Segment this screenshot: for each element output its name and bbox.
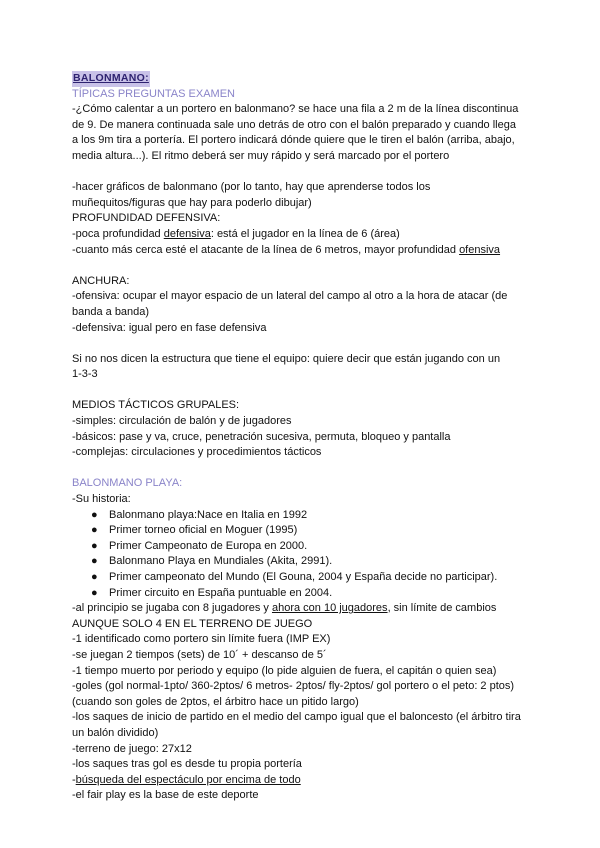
text-segment: -al principio se jugaba con 8 jugadores y [72, 602, 272, 615]
anchura-line-3: -defensiva: igual pero en fase defensiva [72, 321, 267, 334]
rule-line-3: -se juegan 2 tiempos (sets) de 10´ + descanso de 5´ [72, 648, 327, 661]
anchura-line-2: banda a banda) [72, 305, 150, 318]
medios-line-3: -complejas: circulaciones y procedimientos tácticos [72, 446, 322, 459]
graficos-line-1: -hacer gráficos de balonmano (por lo tanto, hay que aprenderse todos los [72, 181, 431, 194]
playa-heading: BALONMANO PLAYA: [72, 477, 183, 490]
spacer [72, 336, 542, 352]
rule-line-10: -los saques tras gol es desde tu propia portería [72, 758, 302, 771]
intro-line-1: -¿Cómo calentar a un portero en balonmano? se hace una fila a 2 m de la línea discontinua [72, 103, 519, 116]
profundidad-heading: PROFUNDIDAD DEFENSIVA: [72, 212, 221, 225]
list-item [72, 586, 542, 602]
bullet-icon: ● [91, 586, 98, 599]
text-segment: -cuanto más cerca esté el atacante de la línea de 6 metros, mayor profundidad [72, 243, 460, 256]
rule-line-7: -los saques de inicio de partido en el medio del campo igual que el baloncesto (el árbitro tira [72, 711, 521, 724]
historia-label: -Su historia: [72, 493, 131, 506]
list-item-text: Primer circuito en España puntuable en 2004. [109, 586, 333, 599]
anchura-line-1: -ofensiva: ocupar el mayor espacio de un lateral del campo al otro a la hora de atacar (de [72, 290, 508, 303]
text-segment: : está el jugador en la línea de 6 (área) [210, 227, 400, 240]
estructura-line-2: 1-3-3 [72, 368, 98, 381]
bullet-icon: ● [91, 555, 98, 568]
intro-line-3: a los 9m tira a portería. El portero indicará dónde quiere que le tiren el balón (arriba, abajo, [72, 134, 515, 147]
document-title: BALONMANO: [72, 71, 150, 87]
intro-line-2: de 9. De manera continuada sale uno detrás de otro con el balón preparado y cuando llega [72, 118, 516, 131]
rule-line-1: AUNQUE SOLO 4 EN EL TERRENO DE JUEGO [72, 617, 313, 630]
spacer [72, 165, 542, 181]
medios-line-2: -básicos: pase y va, cruce, penetración sucesiva, permuta, bloqueo y pantalla [72, 430, 451, 443]
document-page [72, 71, 542, 804]
spacer [72, 258, 542, 274]
list-item [72, 523, 542, 539]
text-segment: -poca profundidad [72, 227, 164, 240]
graficos-line-2: muñequitos/figuras que hay para poderlo dibujar) [72, 196, 312, 209]
text-segment: - [72, 773, 76, 786]
title-line [72, 71, 542, 87]
rule-line-8: un balón dividido) [72, 726, 159, 739]
list-item-text: Primer Campeonato de Europa en 2000. [109, 539, 308, 552]
bullet-icon: ● [91, 571, 98, 583]
bullet-icon: ● [91, 539, 98, 552]
list-item [72, 570, 542, 586]
list-item-text: Balonmano Playa en Mundiales (Akita, 2991). [109, 555, 333, 568]
espectaculo-line [72, 773, 542, 789]
medios-line-1: -simples: circulación de balón y de jugadores [72, 415, 292, 428]
profundidad-line-1 [72, 227, 542, 243]
anchura-heading: ANCHURA: [72, 274, 130, 287]
bullet-icon: ● [91, 508, 98, 521]
rule-line-5: -goles (gol normal-1pto/ 360-2ptos/ 6 metros- 2ptos/ fly-2ptos/ gol portero o el peto: 2 ptos) [72, 680, 515, 693]
list-item [72, 508, 542, 524]
rule-line-9: -terreno de juego: 27x12 [72, 742, 192, 755]
spacer [72, 383, 542, 399]
underlined-term: ahora con 10 jugadores [271, 602, 388, 615]
underlined-term: búsqueda del espectáculo por encima de todo [75, 773, 301, 786]
subtitle: TÍPICAS PREGUNTAS EXAMEN [72, 87, 235, 100]
underlined-term: defensiva [163, 227, 211, 240]
list-item-text: Primer campeonato del Mundo (El Gouna, 2004 y España decide no participar). [109, 571, 498, 583]
jugadores-line [72, 601, 542, 617]
list-item-text: Balonmano playa:Nace en Italia en 1992 [109, 508, 308, 521]
list-item-text: Primer torneo oficial en Moguer (1995) [109, 524, 298, 537]
bullet-icon: ● [91, 524, 98, 537]
estructura-line-1: Si no nos dicen la estructura que tiene el equipo: quiere decir que están jugando con un [72, 352, 501, 365]
rule-line-4: -1 tiempo muerto por periodo y equipo (lo pide alguien de fuera, el capitán o quien sea) [72, 664, 497, 677]
profundidad-line-2 [72, 243, 542, 259]
rule-line-2: -1 identificado como portero sin límite fuera (IMP EX) [72, 633, 331, 646]
list-item [72, 554, 542, 570]
medios-heading: MEDIOS TÁCTICOS GRUPALES: [72, 399, 240, 412]
fairplay-line: -el fair play es la base de este deporte [72, 789, 259, 802]
underlined-term: ofensiva [459, 243, 501, 256]
intro-line-4: media altura...). El ritmo deberá ser muy rápido y será marcado por el portero [72, 149, 450, 162]
historia-list [72, 508, 542, 602]
list-item [72, 539, 542, 555]
spacer [72, 461, 542, 477]
text-segment: , sin límite de cambios [387, 602, 497, 615]
rule-line-6: (cuando son goles de 2ptos, el árbitro hace un pitido largo) [72, 695, 359, 708]
